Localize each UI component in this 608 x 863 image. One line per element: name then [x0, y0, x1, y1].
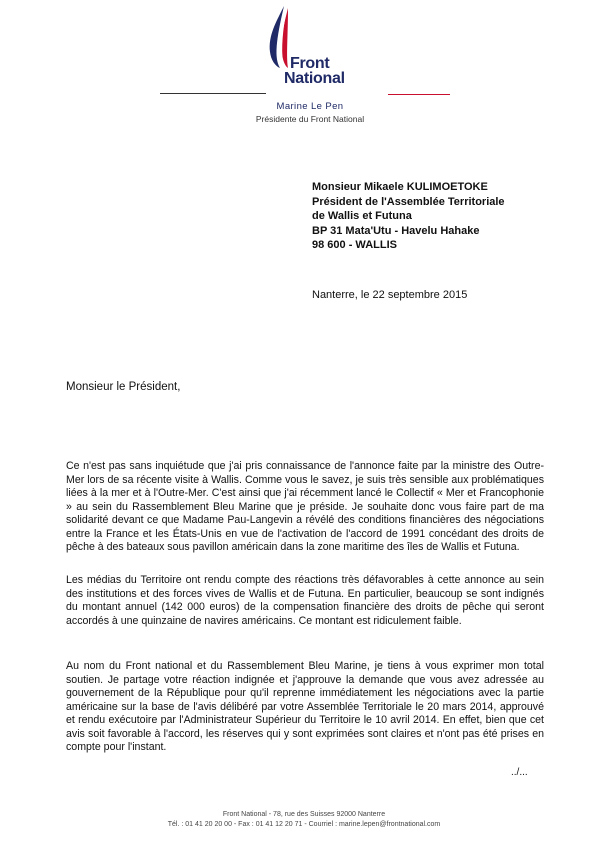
- sender-block: [180, 101, 440, 124]
- sender-name: Marine Le Pen: [276, 101, 344, 112]
- addressee-block: [312, 180, 505, 253]
- header-rule-right: [388, 94, 450, 95]
- logo-line-2: National: [284, 70, 345, 87]
- continuation-mark: ../...: [511, 767, 528, 778]
- front-national-logo: [262, 6, 362, 86]
- body-paragraph-1: Ce n'est pas sans inquiétude que j'ai pris connaissance de l'annonce faite par la ministre des Outre-Mer lors de sa récente visite à Wallis. Comme vous le savez, je suis très sensible aux problématiques liées à la mer et à l'Outre-Mer. C'est ainsi que j'ai récemment lancé le Collectif « Mer et Francophonie » au sein du Rassemblement Bleu Marine que je préside. Je souhaite donc vous faire part de ma solidarité devant ce que Madame Pau-Langevin a révélé des conditions financières des négociations entre la France et les États-Unis en vue de l'activation de l'accord de 1991 concédant des droits de pêche à des bateaux sous pavillon américain dans la zone maritime des îles de Wallis et Futuna.: [66, 460, 544, 553]
- addressee-line: 98 600 - WALLIS: [312, 239, 397, 251]
- logo-line-1: Front: [290, 55, 330, 72]
- logo-wordmark: [284, 55, 345, 87]
- body-paragraph-3: Au nom du Front national et du Rassemblement Bleu Marine, je tiens à vous exprimer mon total soutien. Je partage votre réaction indignée et j'approuve la demande que vous avez adressée au gouvernement de la République pour qu'il reprenne immédiatement les négociations avec la partie américaine sur la base de l'avis délibéré par votre Assemblée Territoriale le 20 mars 2014, approuvé et rendu exécutoire par l'Administrateur Supérieur du Territoire le 10 avril 2014. En effet, bien que cet avis soit favorable à l'accord, les réserves qui y sont exprimées sont claires et n'ont pas été prises en compte pour l'instant.: [66, 660, 544, 753]
- header-rule-left: [160, 93, 266, 94]
- addressee-line: Président de l'Assemblée Territoriale: [312, 195, 505, 208]
- addressee-line: de Wallis et Futuna: [312, 210, 412, 222]
- letter-date: Nanterre, le 22 septembre 2015: [312, 289, 468, 301]
- salutation: Monsieur le Président,: [66, 381, 181, 393]
- addressee-line: BP 31 Mata'Utu - Havelu Hahake: [312, 224, 480, 237]
- sender-title: Présidente du Front National: [255, 114, 365, 124]
- body-paragraph-2: Les médias du Territoire ont rendu compte des réactions très défavorables à cette annonce au sein des institutions et des forces vives de Wallis et de Futuna. En particulier, beaucoup se sont indignés du montant annuel (142 000 euros) de la compensation financière des droits de pêche qui seront accordés à une quinzaine de navires américains. Ce montant est ridiculement faible.: [66, 574, 544, 627]
- footer-address: Front National - 78, rue des Suisses 92000 Nanterre: [222, 811, 386, 818]
- addressee-line: Monsieur Mikaele KULIMOETOKE: [312, 181, 488, 193]
- footer-contact: Tél. : 01 41 20 20 00 - Fax : 01 41 12 20 71 - Courriel : marine.lepen@frontnational.com: [167, 821, 441, 828]
- footer: [0, 810, 608, 830]
